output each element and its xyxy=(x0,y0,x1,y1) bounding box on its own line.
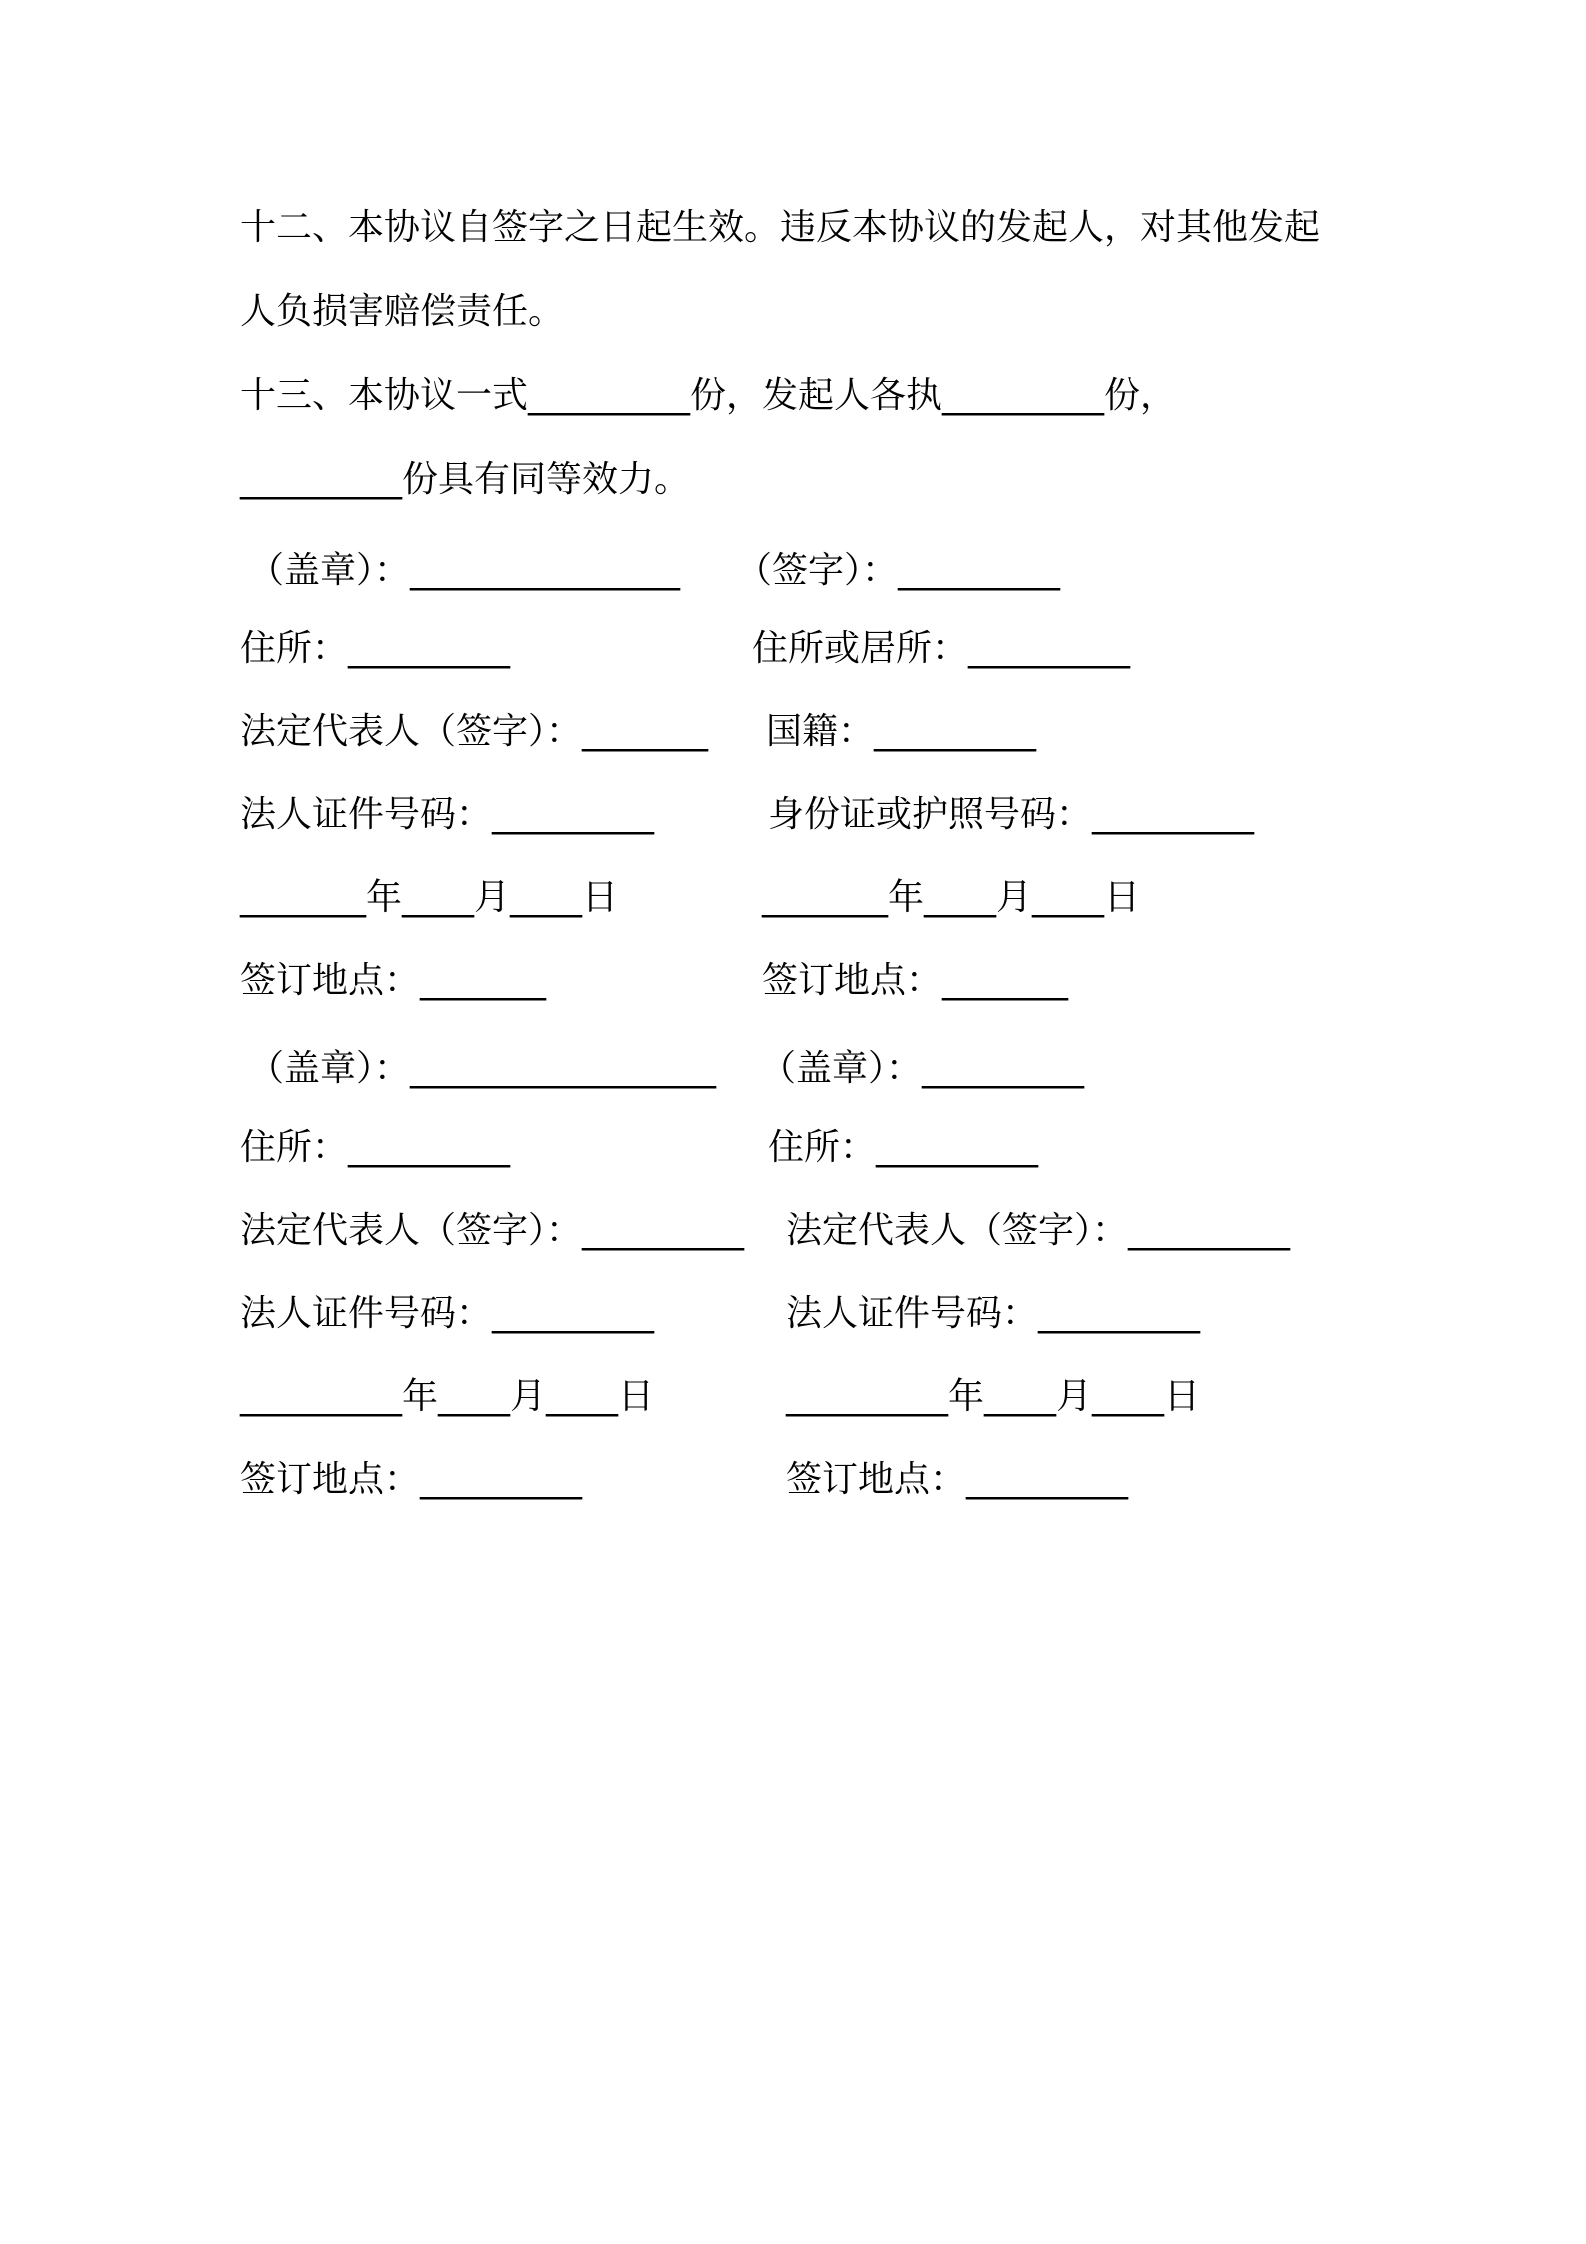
date-field-right: _______年____月____日 xyxy=(762,877,1140,918)
address-field-right-2: 住所：_________ xyxy=(768,1127,1039,1168)
legal-rep-field-left-2: 法定代表人（签字）：_________ xyxy=(240,1210,745,1251)
residence-field-right: 住所或居所：_________ xyxy=(752,628,1131,669)
sign-place-field-right-2: 签订地点：_________ xyxy=(786,1459,1129,1500)
date-field-right-2: _________年____月____日 xyxy=(786,1376,1200,1417)
date-field-left: _______年____月____日 xyxy=(240,877,618,918)
seal-field-left: （盖章）：_______________ xyxy=(248,550,681,591)
sign-field-right: （签字）：_________ xyxy=(736,550,1061,591)
seal-field-left-2: （盖章）：_________________ xyxy=(248,1048,717,1089)
sign-place-field-left-2: 签订地点：_________ xyxy=(240,1459,583,1500)
sign-place-field-right: 签订地点：_______ xyxy=(762,960,1069,1001)
address-field-left: 住所：_________ xyxy=(240,628,511,669)
passport-id-field-right: 身份证或护照号码：_________ xyxy=(768,794,1255,835)
legal-rep-field-right-2: 法定代表人（签字）：_________ xyxy=(786,1210,1291,1251)
clause-13-line-1: 十三、本协议一式_________份，发起人各执_________份， xyxy=(240,375,1177,416)
clause-12-line-1: 十二、本协议自签字之日起生效。违反本协议的发起人，对其他发起 xyxy=(240,207,1321,248)
address-field-left-2: 住所：_________ xyxy=(240,1127,511,1168)
seal-field-right-2: （盖章）：_________ xyxy=(760,1048,1085,1089)
sign-place-field-left: 签订地点：_______ xyxy=(240,960,547,1001)
clause-12-line-2: 人负损害赔偿责任。 xyxy=(240,291,565,332)
clause-13-line-2: _________份具有同等效力。 xyxy=(240,459,691,500)
legal-id-field-left-2: 法人证件号码：_________ xyxy=(240,1293,655,1334)
legal-id-field-right-2: 法人证件号码：_________ xyxy=(786,1293,1201,1334)
legal-rep-field-left: 法定代表人（签字）：_______ xyxy=(240,711,709,752)
date-field-left-2: _________年____月____日 xyxy=(240,1376,654,1417)
nationality-field-right: 国籍：_________ xyxy=(766,711,1037,752)
legal-id-field-left: 法人证件号码：_________ xyxy=(240,794,655,835)
